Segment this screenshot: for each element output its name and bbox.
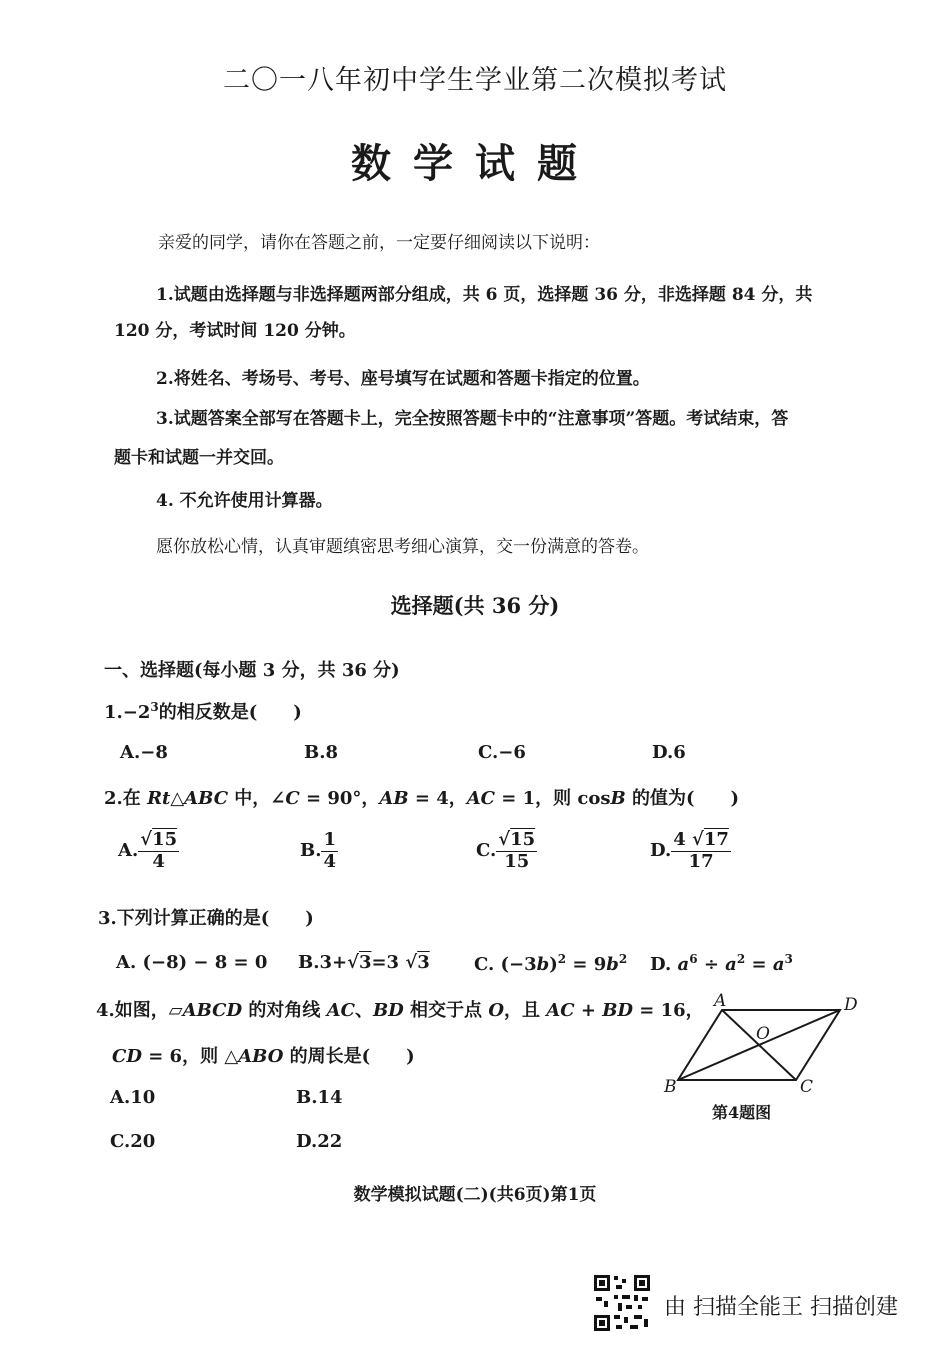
exam-title: 二〇一八年初中学生学业第二次模拟考试 <box>223 65 727 96</box>
label-d: D <box>844 995 858 1015</box>
q2-option-b: B. $\frac{1}{4}$ <box>300 829 337 872</box>
note-4: 4. 不允许使用计算器。 <box>156 491 333 511</box>
note-3-line-1: 3.试题答案全部写在答题卡上，完全按照答题卡中的“注意事项”答题。考试结束，答 <box>156 409 789 429</box>
greeting: 亲爱的同学，请你在答题之前，一定要仔细阅读以下说明： <box>158 233 600 253</box>
note-1-line-1: 1.试题由选择题与非选择题两部分组成，共 6 页，选择题 36 分，非选择题 84 分，共 <box>156 285 813 305</box>
diagonal-bd <box>678 1010 840 1080</box>
q4-option-d: D.22 <box>296 1131 343 1152</box>
section-subtitle: 一、选择题(每小题 3 分，共 36 分) <box>104 660 400 681</box>
q1-option-c: C.−6 <box>478 742 526 763</box>
label-b: B <box>664 1077 677 1094</box>
q4-option-b: B.14 <box>296 1087 343 1108</box>
label-c: C <box>800 1077 814 1094</box>
section-title: 选择题(共 36 分) <box>390 593 560 618</box>
label-a: A <box>714 991 727 1011</box>
note-2: 2.将姓名、考场号、考号、座号填写在试题和答题卡指定的位置。 <box>156 369 650 389</box>
figure-caption: 第4题图 <box>712 1103 772 1122</box>
q3-option-c: C. $(-3b)^2 = 9b^2$ <box>474 952 628 975</box>
page-footer: 数学模拟试题(二)(共6页)第1页 <box>353 1185 597 1205</box>
wish: 愿你放松心情，认真审题缜密思考细心演算，交一份满意的答卷。 <box>156 537 649 557</box>
question-2: 2.在 Rt△ABC 中，∠C = 90°，AB = 4，AC = 1，则 cosB 的值为( ) <box>104 788 740 809</box>
q2-option-a: A. $\frac{√15}{4}$ <box>118 829 178 872</box>
q4-option-a: A.10 <box>110 1087 156 1108</box>
q3-option-d: D. $a^6 \div a^2 = a^3$ <box>650 952 793 975</box>
parallelogram-figure <box>650 986 870 1094</box>
question-4-line-1: 4.如图，▱ABCD 的对角线 AC、BD 相交于点 O，且 AC + BD = 16， <box>96 1000 704 1021</box>
subject-title: 数学试题 <box>351 140 599 187</box>
q3-option-b: B.3+√3=3 √3 <box>298 952 430 973</box>
q3-option-a: A. (−8) − 8 = 0 <box>116 952 268 973</box>
q2-option-d: D. $\frac{4 √17}{17}$ <box>650 829 729 872</box>
question-3: 3.下列计算正确的是( ) <box>98 908 314 929</box>
question-4-line-2: CD = 6，则 △ABO 的周长是( ) <box>112 1046 415 1067</box>
q1-option-d: D.6 <box>652 742 686 763</box>
q4-option-c: C.20 <box>110 1131 156 1152</box>
qr-code-icon <box>592 1273 652 1333</box>
label-o: O <box>756 1024 770 1044</box>
q1-option-b: B.8 <box>304 742 339 763</box>
q1-option-a: A.−8 <box>120 742 168 763</box>
note-3-line-2: 题卡和试题一并交回。 <box>114 448 284 468</box>
note-1-line-2: 120 分，考试时间 120 分钟。 <box>114 321 356 341</box>
question-1: $1.-2^3$的相反数是( ) <box>104 700 302 723</box>
q2-option-c: C. $\frac{√15}{15}$ <box>476 829 536 872</box>
scanner-watermark: 由 扫描全能王 扫描创建 <box>664 1295 898 1320</box>
